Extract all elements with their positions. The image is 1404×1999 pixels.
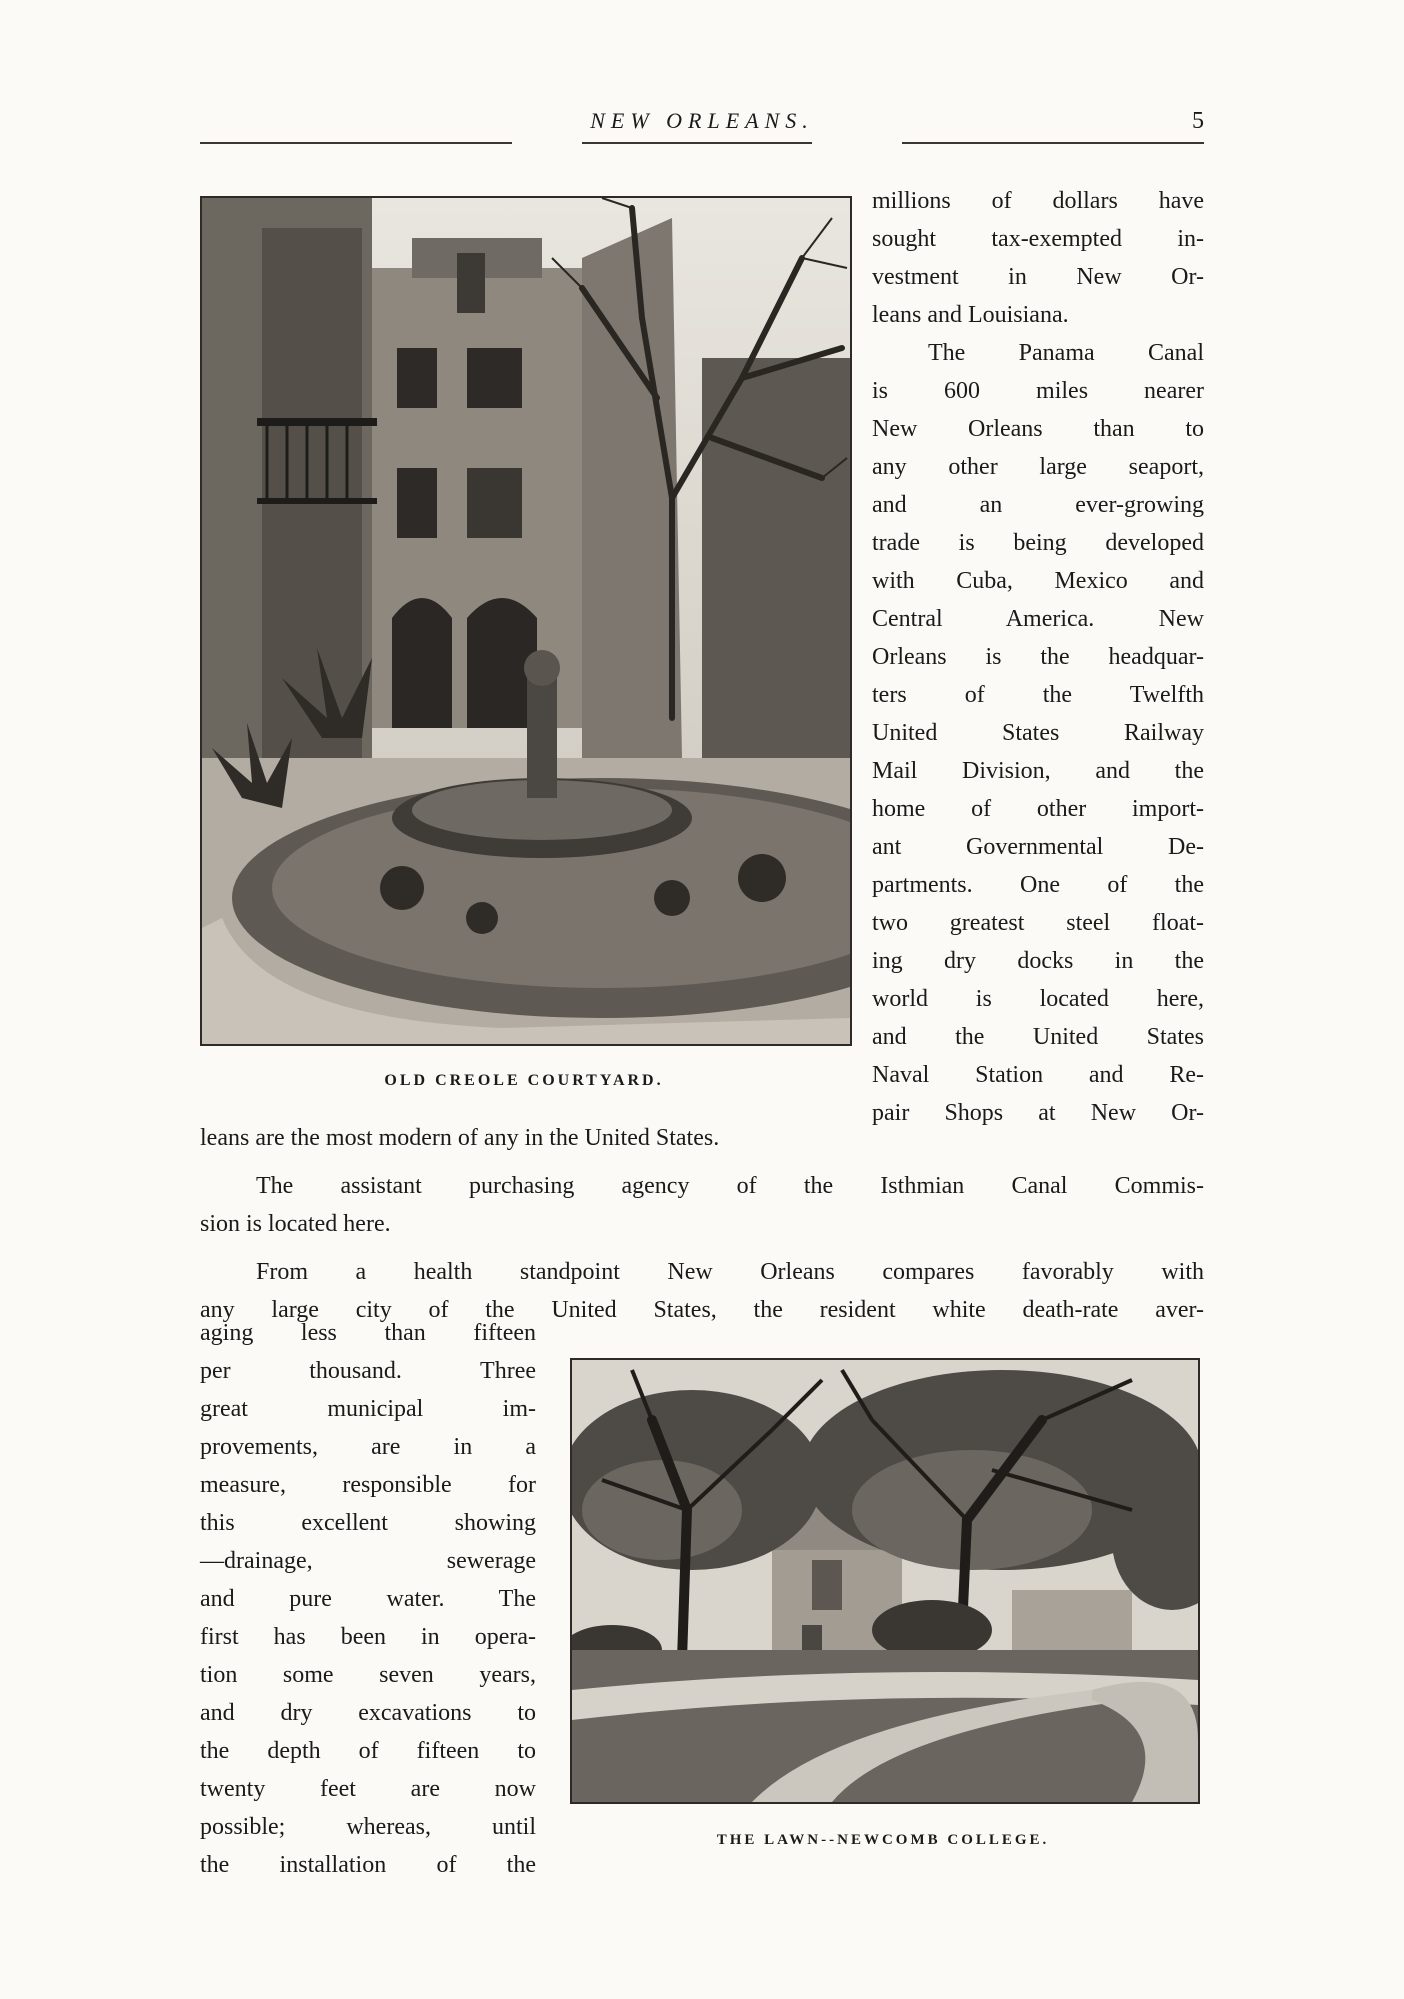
text-line: United States Railway: [872, 720, 1204, 746]
text-line: aging less than fifteen: [200, 1320, 536, 1346]
page-number: 5: [1192, 108, 1204, 134]
text-line: Central America. New: [872, 606, 1204, 632]
text-line: first has been in opera-: [200, 1624, 536, 1650]
text-line: sought tax-exempted in-: [872, 226, 1204, 252]
running-title: NEW ORLEANS.: [590, 108, 814, 133]
text-line: and dry excavations to: [200, 1700, 536, 1726]
text-line: Mail Division, and the: [872, 758, 1204, 784]
left-column-text: [200, 1314, 536, 1884]
text-line: vestment in New Or-: [872, 264, 1204, 290]
text-line: the installation of the: [200, 1852, 536, 1878]
text-line: —drainage, sewerage: [200, 1548, 536, 1574]
text-line: The assistant purchasing agency of the Isthmian Canal Commis-: [256, 1173, 1204, 1199]
text-line: world is located here,: [872, 986, 1204, 1012]
text-line: the depth of fifteen to: [200, 1738, 536, 1764]
text-line: ing dry docks in the: [872, 948, 1204, 974]
lawn-photo: [570, 1358, 1200, 1804]
text-line: and pure water. The: [200, 1586, 536, 1612]
text-line: New Orleans than to: [872, 416, 1204, 442]
text-line: is 600 miles nearer: [872, 378, 1204, 404]
text-line: with Cuba, Mexico and: [872, 568, 1204, 594]
text-line: measure, responsible for: [200, 1472, 536, 1498]
text-line: home of other import-: [872, 796, 1204, 822]
text-line: any other large seaport,: [872, 454, 1204, 480]
text-line: this excellent showing: [200, 1510, 536, 1536]
text-line: leans are the most modern of any in the United States.: [200, 1125, 720, 1151]
text-line: ant Governmental De-: [872, 834, 1204, 860]
header-rule-left: [200, 142, 512, 144]
text-line: trade is being developed: [872, 530, 1204, 556]
courtyard-photo: [200, 196, 852, 1046]
text-line: Orleans is the headquar-: [872, 644, 1204, 670]
lawn-caption: THE LAWN--NEWCOMB COLLEGE.: [716, 1832, 1050, 1848]
text-line: partments. One of the: [872, 872, 1204, 898]
text-line: ters of the Twelfth: [872, 682, 1204, 708]
text-line: sion is located here.: [200, 1211, 391, 1237]
text-line: From a health standpoint New Orleans compares favorably with: [256, 1259, 1204, 1285]
text-line: possible; whereas, until: [200, 1814, 536, 1840]
running-header: [200, 104, 1204, 144]
text-line: twenty feet are now: [200, 1776, 536, 1802]
text-line: and the United States: [872, 1024, 1204, 1050]
full-width-text: [200, 1120, 1204, 1330]
text-line: and an ever-growing: [872, 492, 1204, 518]
text-line: great municipal im-: [200, 1396, 536, 1422]
courtyard-caption: OLD CREOLE COURTYARD.: [384, 1072, 664, 1089]
right-column-text: [872, 182, 1204, 1132]
text-line: leans and Louisiana.: [872, 302, 1069, 328]
text-line: millions of dollars have: [872, 188, 1204, 214]
header-rule-right: [902, 142, 1204, 144]
header-rule-center: [582, 142, 812, 144]
text-line: per thousand. Three: [200, 1358, 536, 1384]
text-line: pair Shops at New Or-: [872, 1100, 1204, 1126]
text-line: Naval Station and Re-: [872, 1062, 1204, 1088]
text-line: The Panama Canal: [928, 340, 1204, 366]
text-line: two greatest steel float-: [872, 910, 1204, 936]
text-line: any large city of the United States, the resident white death-rate aver-: [200, 1297, 1204, 1323]
text-line: provements, are in a: [200, 1434, 536, 1460]
text-line: tion some seven years,: [200, 1662, 536, 1688]
